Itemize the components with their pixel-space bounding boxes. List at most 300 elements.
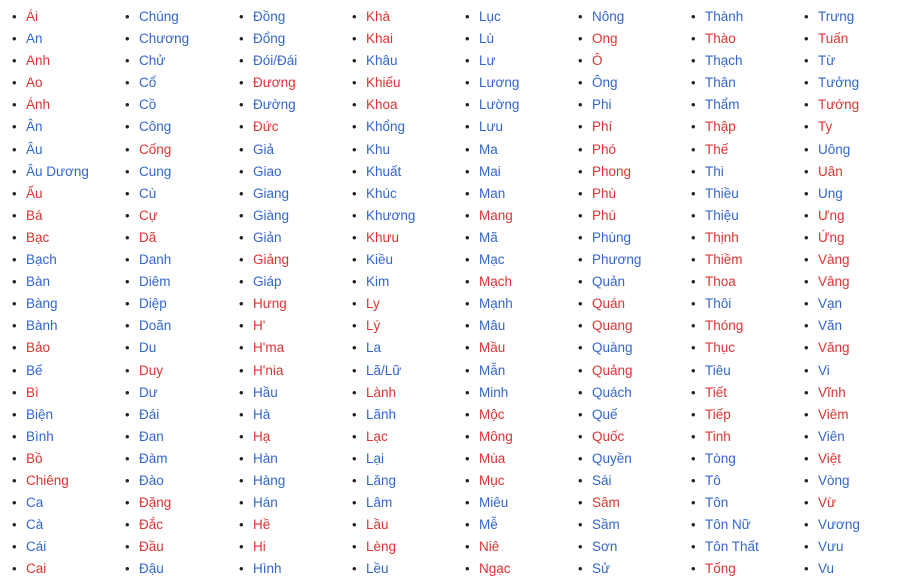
surname-link[interactable]: Tiếp	[705, 406, 731, 422]
surname-link[interactable]: Cai	[26, 561, 47, 577]
list-item	[804, 448, 860, 470]
surname-link[interactable]: Bàn	[26, 274, 51, 290]
surname-link[interactable]: Đổng	[253, 31, 286, 47]
surname-link[interactable]: Sử	[592, 561, 611, 577]
surname-link[interactable]: Giàng	[253, 207, 290, 223]
surname-link[interactable]: Thóng	[705, 318, 744, 334]
surname-link[interactable]: Cung	[139, 163, 172, 179]
bullet-icon: •	[352, 97, 357, 113]
bullet-icon: •	[465, 340, 470, 356]
surname-link[interactable]: Phù	[592, 185, 617, 201]
list-item	[804, 514, 860, 536]
surname-link[interactable]: Vòng	[818, 472, 850, 488]
surname-link[interactable]: Ao	[26, 75, 43, 91]
bullet-icon: •	[239, 296, 244, 312]
bullet-icon: •	[691, 495, 696, 511]
column-8	[804, 6, 860, 580]
surname-link[interactable]: Thẩm	[705, 97, 740, 113]
surname-link[interactable]: Vừ	[818, 495, 837, 511]
surname-link[interactable]: Lạc	[366, 428, 388, 444]
surname-link[interactable]: Tưởng	[818, 75, 860, 91]
surname-link[interactable]: Thục	[705, 340, 736, 356]
surname-link[interactable]: Tướng	[818, 97, 860, 113]
surname-link[interactable]: Tòng	[705, 450, 736, 466]
surname-link[interactable]: Hán	[253, 495, 278, 511]
surname-link[interactable]: Quán	[592, 296, 626, 312]
surname-link[interactable]: Anh	[26, 53, 51, 69]
surname-link[interactable]: Tuấn	[818, 31, 849, 47]
surname-link[interactable]: Lèng	[366, 539, 397, 555]
column-5	[465, 6, 519, 580]
surname-link[interactable]: Ấu	[26, 185, 43, 201]
list-item	[804, 558, 860, 580]
surname-link[interactable]: Tiết	[705, 384, 728, 400]
surname-link[interactable]: Kim	[366, 274, 390, 290]
surname-link[interactable]: Bế	[26, 362, 43, 378]
surname-link[interactable]: Vương	[818, 517, 860, 533]
surname-link[interactable]: Mộc	[479, 406, 505, 422]
list-item	[125, 514, 189, 536]
surname-link[interactable]: Bồ	[26, 450, 43, 466]
bullet-icon: •	[465, 296, 470, 312]
list-item	[465, 271, 519, 293]
surname-link[interactable]: Quyền	[592, 450, 632, 466]
surname-link[interactable]: Lều	[366, 561, 389, 577]
surname-link[interactable]: Ca	[26, 495, 44, 511]
bullet-icon: •	[804, 31, 809, 47]
surname-link[interactable]: Hưng	[253, 296, 287, 312]
list-item	[465, 72, 519, 94]
surname-link[interactable]: Doãn	[139, 318, 172, 334]
surname-link[interactable]: Giáp	[253, 274, 282, 290]
surname-link[interactable]: Tinh	[705, 428, 731, 444]
surname-link[interactable]: Du	[139, 340, 157, 356]
bullet-icon: •	[125, 450, 130, 466]
surname-link[interactable]: Sái	[592, 472, 612, 488]
bullet-icon: •	[691, 53, 696, 69]
list-item	[691, 337, 759, 359]
surname-link[interactable]: Uông	[818, 141, 851, 157]
list-item	[578, 470, 641, 492]
surname-link[interactable]: Quế	[592, 406, 618, 422]
surname-link[interactable]: Phùng	[592, 229, 632, 245]
surname-link[interactable]: Lý	[366, 318, 381, 334]
list-item	[804, 139, 860, 161]
surname-link[interactable]: Vưu	[818, 539, 844, 555]
bullet-icon: •	[691, 207, 696, 223]
list-item	[239, 249, 297, 271]
bullet-icon: •	[12, 472, 17, 488]
bullet-icon: •	[578, 31, 583, 47]
surname-link[interactable]: Đắc	[139, 517, 164, 533]
surname-link[interactable]: Biện	[26, 406, 54, 422]
surname-link[interactable]: Tôn Thất	[705, 539, 759, 555]
surname-link[interactable]: Quốc	[592, 428, 625, 444]
column-2	[125, 6, 189, 580]
bullet-icon: •	[804, 207, 809, 223]
surname-link[interactable]: Giản	[253, 229, 282, 245]
surname-link[interactable]: Ái	[26, 9, 39, 24]
surname-link[interactable]: Thành	[705, 9, 744, 24]
surname-link[interactable]: Thiềm	[705, 252, 743, 268]
surname-link[interactable]: Man	[479, 185, 506, 201]
list-item	[12, 139, 89, 161]
surname-link[interactable]: Đậu	[139, 561, 164, 577]
surname-link[interactable]: Bàng	[26, 296, 58, 312]
surname-link[interactable]: Khiếu	[366, 75, 401, 91]
surname-link[interactable]: Quàng	[592, 340, 633, 356]
surname-link[interactable]: Thiệu	[705, 207, 739, 223]
surname-link[interactable]: Mùa	[479, 450, 506, 466]
surname-link[interactable]: Khổng	[366, 119, 406, 135]
surname-link[interactable]: Duy	[139, 362, 164, 378]
surname-link[interactable]: Khâu	[366, 53, 398, 69]
surname-link[interactable]: Minh	[479, 384, 509, 400]
surname-link[interactable]: Lã/Lữ	[366, 362, 402, 378]
surname-link[interactable]: Ma	[479, 141, 498, 157]
surname-link[interactable]: Đào	[139, 472, 164, 488]
surname-link[interactable]: Chương	[139, 31, 190, 47]
surname-link[interactable]: Quảng	[592, 362, 633, 378]
surname-link[interactable]: Bảo	[26, 340, 51, 356]
bullet-icon: •	[239, 428, 244, 444]
list-item	[239, 139, 297, 161]
list-item	[804, 337, 860, 359]
surname-link[interactable]: Vàng	[818, 252, 850, 268]
column-4	[352, 6, 415, 580]
surname-link[interactable]: Ông	[592, 75, 618, 91]
list-item	[352, 404, 415, 426]
list-item	[12, 315, 89, 337]
surname-link[interactable]: Ngạc	[479, 561, 511, 577]
surname-link[interactable]: Thào	[705, 31, 736, 47]
list-item	[239, 382, 297, 404]
surname-link[interactable]: Khưu	[366, 229, 400, 245]
list-item	[12, 448, 89, 470]
list-item	[239, 404, 297, 426]
surname-link[interactable]: Văng	[818, 340, 850, 356]
surname-link[interactable]: Tống	[705, 561, 736, 577]
bullet-icon: •	[125, 428, 130, 444]
surname-link[interactable]: Thiều	[705, 185, 739, 201]
surname-link[interactable]: Từ	[818, 53, 836, 69]
surname-link[interactable]: Chúng	[139, 9, 179, 24]
bullet-icon: •	[578, 75, 583, 91]
surname-link[interactable]: Giang	[253, 185, 290, 201]
surname-link[interactable]: Mầu	[479, 340, 506, 356]
bullet-icon: •	[125, 75, 130, 91]
surname-link[interactable]: Bạc	[26, 229, 50, 245]
surname-link[interactable]: Đặng	[139, 495, 172, 511]
list-item	[465, 558, 519, 580]
list-item	[691, 448, 759, 470]
surname-link[interactable]: Giao	[253, 163, 282, 179]
surname-link[interactable]: Đồng	[253, 9, 286, 24]
surname-link[interactable]: Ly	[366, 296, 380, 312]
surname-link[interactable]: Mạch	[479, 274, 513, 290]
surname-link[interactable]: Thạch	[705, 53, 743, 69]
bullet-icon: •	[125, 9, 130, 24]
surname-link[interactable]: Mạnh	[479, 296, 513, 312]
surname-link[interactable]: Bình	[26, 428, 54, 444]
surname-link[interactable]: Vạn	[818, 296, 843, 312]
surname-link[interactable]: Đường	[253, 97, 296, 113]
surname-link[interactable]: Hình	[253, 561, 282, 577]
bullet-icon: •	[352, 406, 357, 422]
surname-link[interactable]: Vĩnh	[818, 384, 846, 400]
surname-link[interactable]: Vu	[818, 561, 835, 577]
surname-link[interactable]: Cái	[26, 539, 47, 555]
list-item	[239, 536, 297, 558]
surname-link[interactable]: Uân	[818, 163, 843, 179]
list-item	[691, 249, 759, 271]
surname-link[interactable]: Cổ	[139, 75, 157, 91]
bullet-icon: •	[352, 119, 357, 135]
surname-link[interactable]: Hàn	[253, 450, 278, 466]
surname-link[interactable]: Mai	[479, 163, 501, 179]
bullet-icon: •	[578, 207, 583, 223]
surname-link[interactable]: Bành	[26, 318, 58, 334]
list-item	[465, 227, 519, 249]
surname-link[interactable]: Khương	[366, 207, 416, 223]
surname-link[interactable]: H'	[253, 318, 266, 334]
list-item	[465, 360, 519, 382]
surname-link[interactable]: Bạch	[26, 252, 57, 268]
surname-link[interactable]: Lư	[479, 53, 496, 69]
list-item	[804, 227, 860, 249]
surname-link[interactable]: Khà	[366, 9, 391, 24]
bullet-icon: •	[12, 229, 17, 245]
surname-link[interactable]: Phú	[592, 207, 617, 223]
surname-link[interactable]: Mục	[479, 472, 505, 488]
bullet-icon: •	[578, 252, 583, 268]
surname-link[interactable]: Hầu	[253, 384, 278, 400]
surname-link[interactable]: Thôi	[705, 296, 732, 312]
bullet-icon: •	[239, 561, 244, 577]
surname-link[interactable]: Khuất	[366, 163, 402, 179]
bullet-icon: •	[578, 428, 583, 444]
surname-link[interactable]: Khoa	[366, 97, 398, 113]
surname-link[interactable]: Tôn	[705, 495, 729, 511]
bullet-icon: •	[125, 141, 130, 157]
surname-link[interactable]: Lầu	[366, 517, 389, 533]
bullet-icon: •	[578, 384, 583, 400]
surname-link[interactable]: Thập	[705, 119, 736, 135]
surname-link[interactable]: Cống	[139, 141, 172, 157]
surname-link[interactable]: Phi	[592, 97, 612, 113]
surname-link[interactable]: Thoa	[705, 274, 736, 290]
surname-link[interactable]: Lâm	[366, 495, 393, 511]
surname-link[interactable]: Bá	[26, 207, 43, 223]
surname-link[interactable]: Đàm	[139, 450, 168, 466]
list-item	[691, 28, 759, 50]
surname-link[interactable]: Vâng	[818, 274, 850, 290]
bullet-icon: •	[578, 450, 583, 466]
surname-link[interactable]: Lăng	[366, 472, 397, 488]
surname-link[interactable]: Cự	[139, 207, 158, 223]
surname-link[interactable]: Sâm	[592, 495, 620, 511]
surname-link[interactable]: Ung	[818, 185, 843, 201]
surname-link[interactable]: Viêm	[818, 406, 849, 422]
list-item	[125, 6, 189, 28]
surname-link[interactable]: Khu	[366, 141, 391, 157]
surname-link[interactable]: Lành	[366, 384, 397, 400]
surname-link[interactable]: Lãnh	[366, 406, 397, 422]
bullet-icon: •	[578, 472, 583, 488]
surname-link[interactable]: Ong	[592, 31, 618, 47]
surname-link[interactable]: Khai	[366, 31, 394, 47]
surname-link[interactable]: Chử	[139, 53, 166, 69]
surname-link[interactable]: Ô	[592, 53, 603, 69]
list-item	[12, 536, 89, 558]
surname-link[interactable]: Diệp	[139, 296, 167, 312]
list-item	[691, 183, 759, 205]
bullet-icon: •	[12, 252, 17, 268]
list-item	[465, 426, 519, 448]
surname-link[interactable]: Ứng	[818, 229, 845, 245]
surname-link[interactable]: Mã	[479, 229, 498, 245]
surname-link[interactable]: Sơn	[592, 539, 618, 555]
surname-link[interactable]: Ân	[26, 119, 43, 135]
bullet-icon: •	[691, 141, 696, 157]
surname-link[interactable]: Phó	[592, 141, 617, 157]
list-item	[12, 271, 89, 293]
list-item	[804, 360, 860, 382]
surname-link[interactable]: Khúc	[366, 185, 397, 201]
surname-link[interactable]: Đói/Đái	[253, 53, 298, 69]
surname-link[interactable]: Tiêu	[705, 362, 731, 378]
surname-link[interactable]: Ưng	[818, 207, 845, 223]
bullet-icon: •	[691, 517, 696, 533]
bullet-icon: •	[465, 274, 470, 290]
bullet-icon: •	[239, 362, 244, 378]
surname-link[interactable]: Viên	[818, 428, 845, 444]
surname-link[interactable]: Đái	[139, 406, 160, 422]
surname-link[interactable]: Trưng	[818, 9, 855, 24]
surname-link[interactable]: Thế	[705, 141, 729, 157]
list-item	[691, 6, 759, 28]
surname-link[interactable]: Âu Dương	[26, 163, 89, 179]
surname-link[interactable]: Cà	[26, 517, 44, 533]
bullet-icon: •	[239, 141, 244, 157]
surname-link[interactable]: Mông	[479, 428, 513, 444]
list-item	[12, 227, 89, 249]
surname-link[interactable]: Nông	[592, 9, 625, 24]
surname-link[interactable]: Giảng	[253, 252, 290, 268]
bullet-icon: •	[578, 495, 583, 511]
surname-link[interactable]: Tô	[705, 472, 721, 488]
bullet-icon: •	[691, 229, 696, 245]
list-item	[578, 50, 641, 72]
surname-link[interactable]: Hạ	[253, 428, 271, 444]
list-item	[352, 94, 415, 116]
list-item	[125, 72, 189, 94]
surname-link[interactable]: Văn	[818, 318, 843, 334]
surname-link[interactable]: Dư	[139, 384, 158, 400]
surname-link[interactable]: Quản	[592, 274, 626, 290]
list-item	[465, 183, 519, 205]
surname-link[interactable]: Sầm	[592, 517, 620, 533]
surname-link[interactable]: Hi	[253, 539, 266, 555]
surname-link[interactable]: Đức	[253, 119, 279, 135]
surname-link[interactable]: Kiều	[366, 252, 394, 268]
surname-link[interactable]: Cù	[139, 185, 157, 201]
surname-link[interactable]: Phí	[592, 119, 613, 135]
surname-link[interactable]: Quách	[592, 384, 632, 400]
surname-link[interactable]: H'nia	[253, 362, 284, 378]
bullet-icon: •	[12, 207, 17, 223]
surname-link[interactable]: Thi	[705, 163, 724, 179]
surname-link[interactable]: Lại	[366, 450, 385, 466]
surname-link[interactable]: Phương	[592, 252, 642, 268]
surname-link[interactable]: Âu	[26, 141, 43, 157]
surname-link[interactable]: H'ma	[253, 340, 285, 356]
surname-link[interactable]: Ty	[818, 119, 833, 135]
surname-link[interactable]: Thân	[705, 75, 736, 91]
list-item	[12, 161, 89, 183]
surname-link[interactable]: Quang	[592, 318, 633, 334]
bullet-icon: •	[125, 472, 130, 488]
surname-link[interactable]: Dã	[139, 229, 157, 245]
list-item	[352, 337, 415, 359]
surname-link[interactable]: Hàng	[253, 472, 286, 488]
surname-link[interactable]: Phong	[592, 163, 632, 179]
surname-link[interactable]: Niê	[479, 539, 500, 555]
surname-link[interactable]: Đan	[139, 428, 164, 444]
surname-link[interactable]: Danh	[139, 252, 172, 268]
surname-link[interactable]: Mẫn	[479, 362, 506, 378]
surname-link[interactable]: Hề	[253, 517, 271, 533]
surname-link[interactable]: Mang	[479, 207, 513, 223]
surname-link[interactable]: Lường	[479, 97, 520, 113]
surname-link[interactable]: Mâu	[479, 318, 506, 334]
surname-link[interactable]: Ánh	[26, 97, 51, 113]
list-item	[578, 360, 641, 382]
surname-link[interactable]: Mạc	[479, 252, 505, 268]
bullet-icon: •	[691, 406, 696, 422]
list-item	[239, 315, 297, 337]
surname-link[interactable]: Công	[139, 119, 172, 135]
surname-link[interactable]: Lục	[479, 9, 501, 24]
surname-link[interactable]: Chiêng	[26, 472, 69, 488]
list-item	[239, 558, 297, 580]
surname-link[interactable]: An	[26, 31, 43, 47]
bullet-icon: •	[239, 539, 244, 555]
bullet-icon: •	[465, 31, 470, 47]
surname-link[interactable]: Lương	[479, 75, 520, 91]
surname-link[interactable]: Lù	[479, 31, 495, 47]
bullet-icon: •	[352, 252, 357, 268]
surname-link[interactable]: Mễ	[479, 517, 498, 533]
surname-link[interactable]: Cồ	[139, 97, 157, 113]
surname-link[interactable]: Hà	[253, 406, 271, 422]
surname-link[interactable]: La	[366, 340, 382, 356]
surname-link[interactable]: Đương	[253, 75, 296, 91]
surname-link[interactable]: Đầu	[139, 539, 164, 555]
surname-link[interactable]: Bì	[26, 384, 39, 400]
list-item	[465, 382, 519, 404]
bullet-icon: •	[804, 53, 809, 69]
surname-link[interactable]: Miêu	[479, 495, 509, 511]
list-item	[125, 28, 189, 50]
surname-link[interactable]: Vi	[818, 362, 830, 378]
surname-link[interactable]: Lưu	[479, 119, 504, 135]
surname-link[interactable]: Tôn Nữ	[705, 517, 751, 533]
surname-link[interactable]: Việt	[818, 450, 842, 466]
surname-link[interactable]: Diêm	[139, 274, 171, 290]
surname-link[interactable]: Thịnh	[705, 229, 739, 245]
surname-link[interactable]: Giả	[253, 141, 275, 157]
